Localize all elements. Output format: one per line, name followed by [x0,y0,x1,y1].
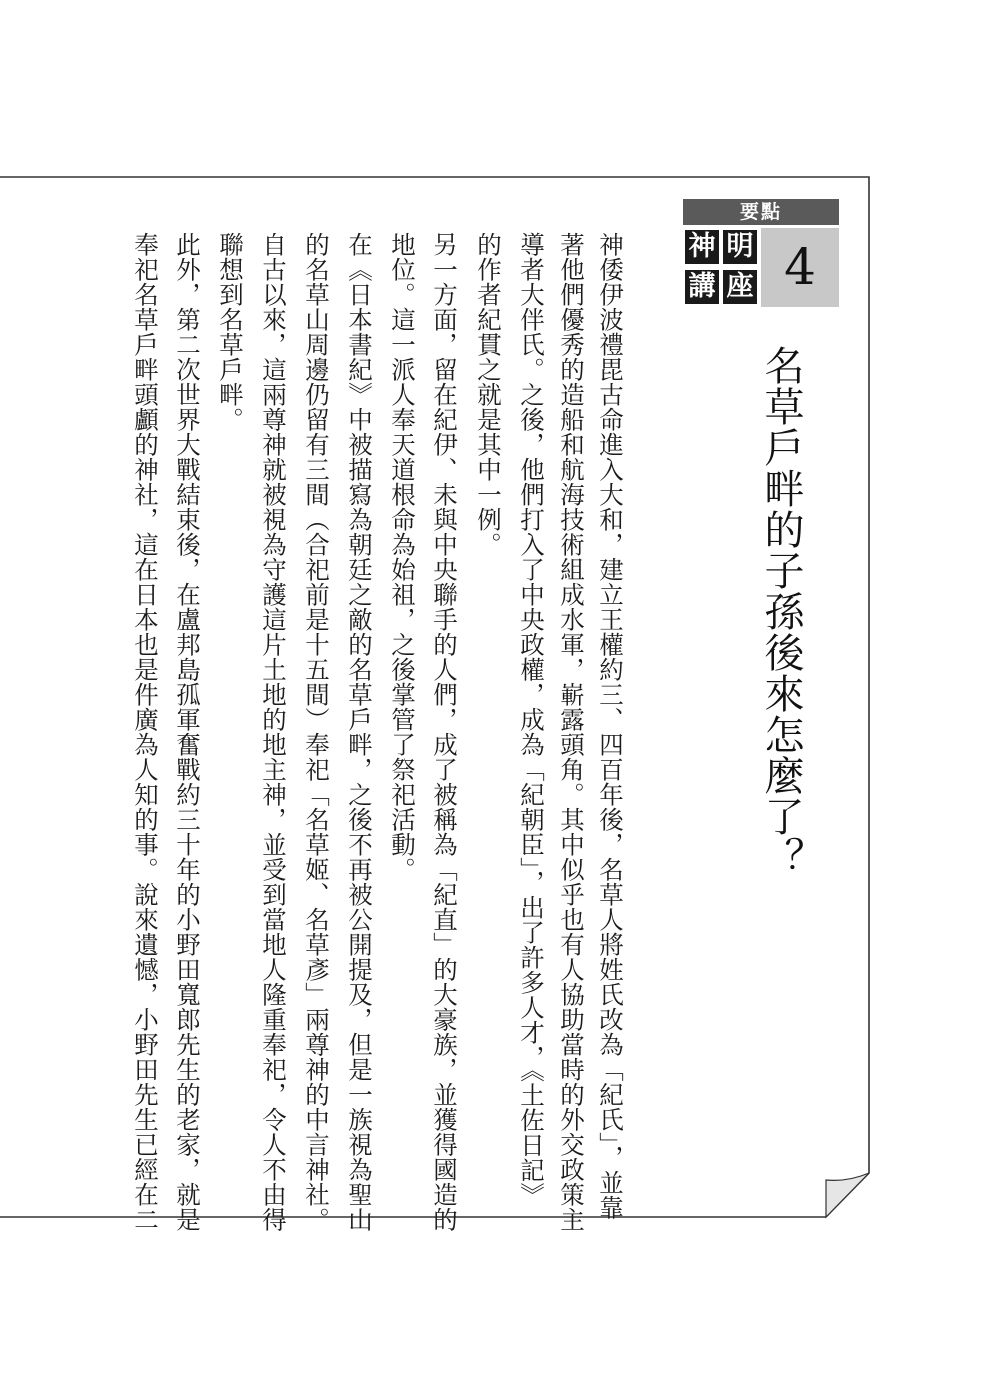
text-column: 導者大伴氏。之後，他們打入了中央政權，成為「紀朝臣」，出了許多人才，《土佐日記》 [517,232,546,1208]
series-char: 明 [723,230,757,264]
text-column: 自古以來，這兩尊神就被視為守護這片土地的地主神，並受到當地人隆重奉祀，令人不由得 [259,232,288,1232]
section-badge [683,199,839,307]
key-point-label: 要點 [683,199,839,225]
text-column: 此外，第二次世界大戰結束後，在盧邦島孤軍奮戰約三十年的小野田寬郎先生的老家，就是 [173,232,202,1232]
series-char: 講 [685,270,719,304]
text-column: 在《日本書紀》中被描寫為朝廷之敵的名草戶畔，之後不再被公開提及，但是一族視為聖山 [345,232,374,1232]
text-column: 奉祀名草戶畔頭顱的神社，這在日本也是件廣為人知的事。說來遺憾，小野田先生已經在二 [131,232,160,1232]
series-char: 神 [685,230,719,264]
text-column: 的作者紀貫之就是其中一例。 [474,232,503,557]
series-char: 座 [723,270,757,304]
text-column: 神倭伊波禮毘古命進入大和，建立王權約三、四百年後，名草人將姓氏改為「紀氏」，並靠 [596,232,625,1220]
text-column: 著他們優秀的造船和航海技術組成水軍，嶄露頭角。其中似乎也有人協助當時的外交政策主 [557,232,586,1232]
text-column: 聯想到名草戶畔。 [216,232,245,432]
section-number: 4 [761,228,839,307]
text-column: 地位。這一派人奉天道根命為始祖，之後掌管了祭祀活動。 [388,232,417,882]
text-column: 的名草山周邊仍留有三間（合祀前是十五間）奉祀「名草姬、名草彥」兩尊神的中言神社。 [302,232,331,1232]
text-column: 另一方面，留在紀伊、未與中央聯手的人們，成了被稱為「紀直」的大豪族，並獲得國造的 [430,232,459,1232]
page-title: 名草戶畔的子孫後來怎麼了？ [758,345,804,878]
